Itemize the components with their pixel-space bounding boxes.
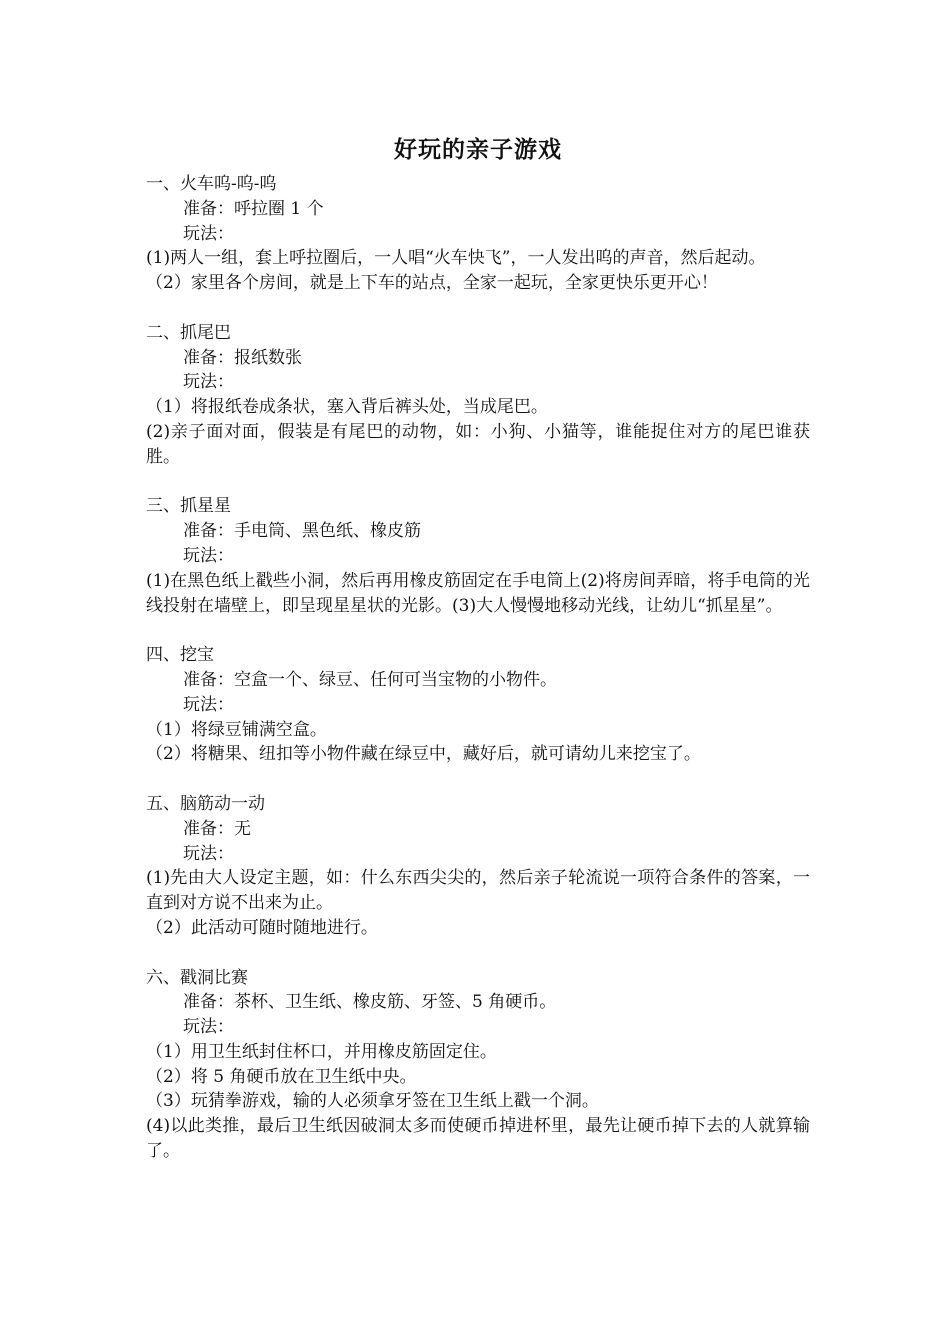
game-howto-label: 玩法： [183, 372, 234, 393]
game-step: （1）用卫生纸封住杯口，并用橡皮筋固定住。 [146, 1041, 497, 1062]
game-preparation: 准备：无 [183, 818, 251, 839]
game-heading: 五、脑筋动一动 [146, 793, 265, 814]
game-step: (4)以此类推，最后卫生纸因破洞太多而使硬币掉进杯里，最先让硬币掉下去的人就算输了。 [146, 1116, 810, 1162]
game-heading: 四、挖宝 [146, 645, 214, 666]
game-howto-label: 玩法： [183, 223, 234, 244]
game-step: （2）此活动可随时随地进行。 [146, 917, 378, 938]
game-step: (1)两人一组，套上呼拉圈后，一人唱“火车快飞”，一人发出呜的声音，然后起动。 [146, 248, 766, 269]
game-step: (2)亲子面对面，假装是有尾巴的动物，如：小狗、小猫等，谁能捉住对方的尾巴谁获胜。 [146, 421, 810, 467]
document-body [146, 172, 810, 1164]
game-section-2 [146, 321, 810, 470]
game-section-1 [146, 172, 810, 296]
game-step: （1）将报纸卷成条状，塞入背后裤头处，当成尾巴。 [146, 397, 548, 418]
game-preparation: 准备：茶杯、卫生纸、橡皮筋、牙签、5 角硬币。 [183, 992, 557, 1013]
game-step: （2）将 5 角硬币放在卫生纸中央。 [146, 1066, 417, 1087]
game-preparation: 准备：手电筒、黑色纸、橡皮筋 [183, 521, 421, 542]
game-step: （2）将糖果、纽扣等小物件藏在绿豆中，藏好后，就可请幼儿来挖宝了。 [146, 744, 701, 765]
game-step: （1）将绿豆铺满空盒。 [146, 719, 327, 740]
game-preparation: 准备：呼拉圈 1 个 [183, 198, 324, 219]
game-howto-label: 玩法： [183, 545, 234, 566]
game-howto-label: 玩法： [183, 1017, 234, 1038]
game-preparation: 准备：报纸数张 [183, 347, 302, 368]
game-howto-label: 玩法： [183, 843, 234, 864]
game-preparation: 准备：空盒一个、绿豆、任何可当宝物的小物件。 [183, 669, 557, 690]
document-title: 好玩的亲子游戏 [394, 136, 562, 163]
game-section-5 [146, 792, 810, 941]
game-heading: 二、抓尾巴 [146, 322, 231, 343]
game-heading: 六、戳洞比赛 [146, 967, 248, 988]
game-heading: 一、火车呜-呜-呜 [146, 174, 277, 194]
game-section-3 [146, 494, 810, 618]
game-section-6 [146, 966, 810, 1164]
game-step: (1)在黑色纸上戳些小洞，然后再用橡皮筋固定在手电筒上(2)将房间弄暗，将手电筒的光线投射在墙壁上，即呈现星星状的光影。(3)大人慢慢地移动光线，让幼儿“抓星星”。 [146, 570, 810, 616]
game-step: （2）家里各个房间，就是上下车的站点，全家一起玩，全家更快乐更开心！ [146, 273, 718, 294]
game-section-4 [146, 643, 810, 767]
game-step: (1)先由大人设定主题，如：什么东西尖尖的，然后亲子轮流说一项符合条件的答案，一直到对方说不出来为止。 [146, 868, 810, 914]
game-step: （3）玩猜拳游戏，输的人必须拿牙签在卫生纸上戳一个洞。 [146, 1091, 599, 1112]
game-howto-label: 玩法： [183, 694, 234, 715]
game-heading: 三、抓星星 [146, 496, 231, 517]
